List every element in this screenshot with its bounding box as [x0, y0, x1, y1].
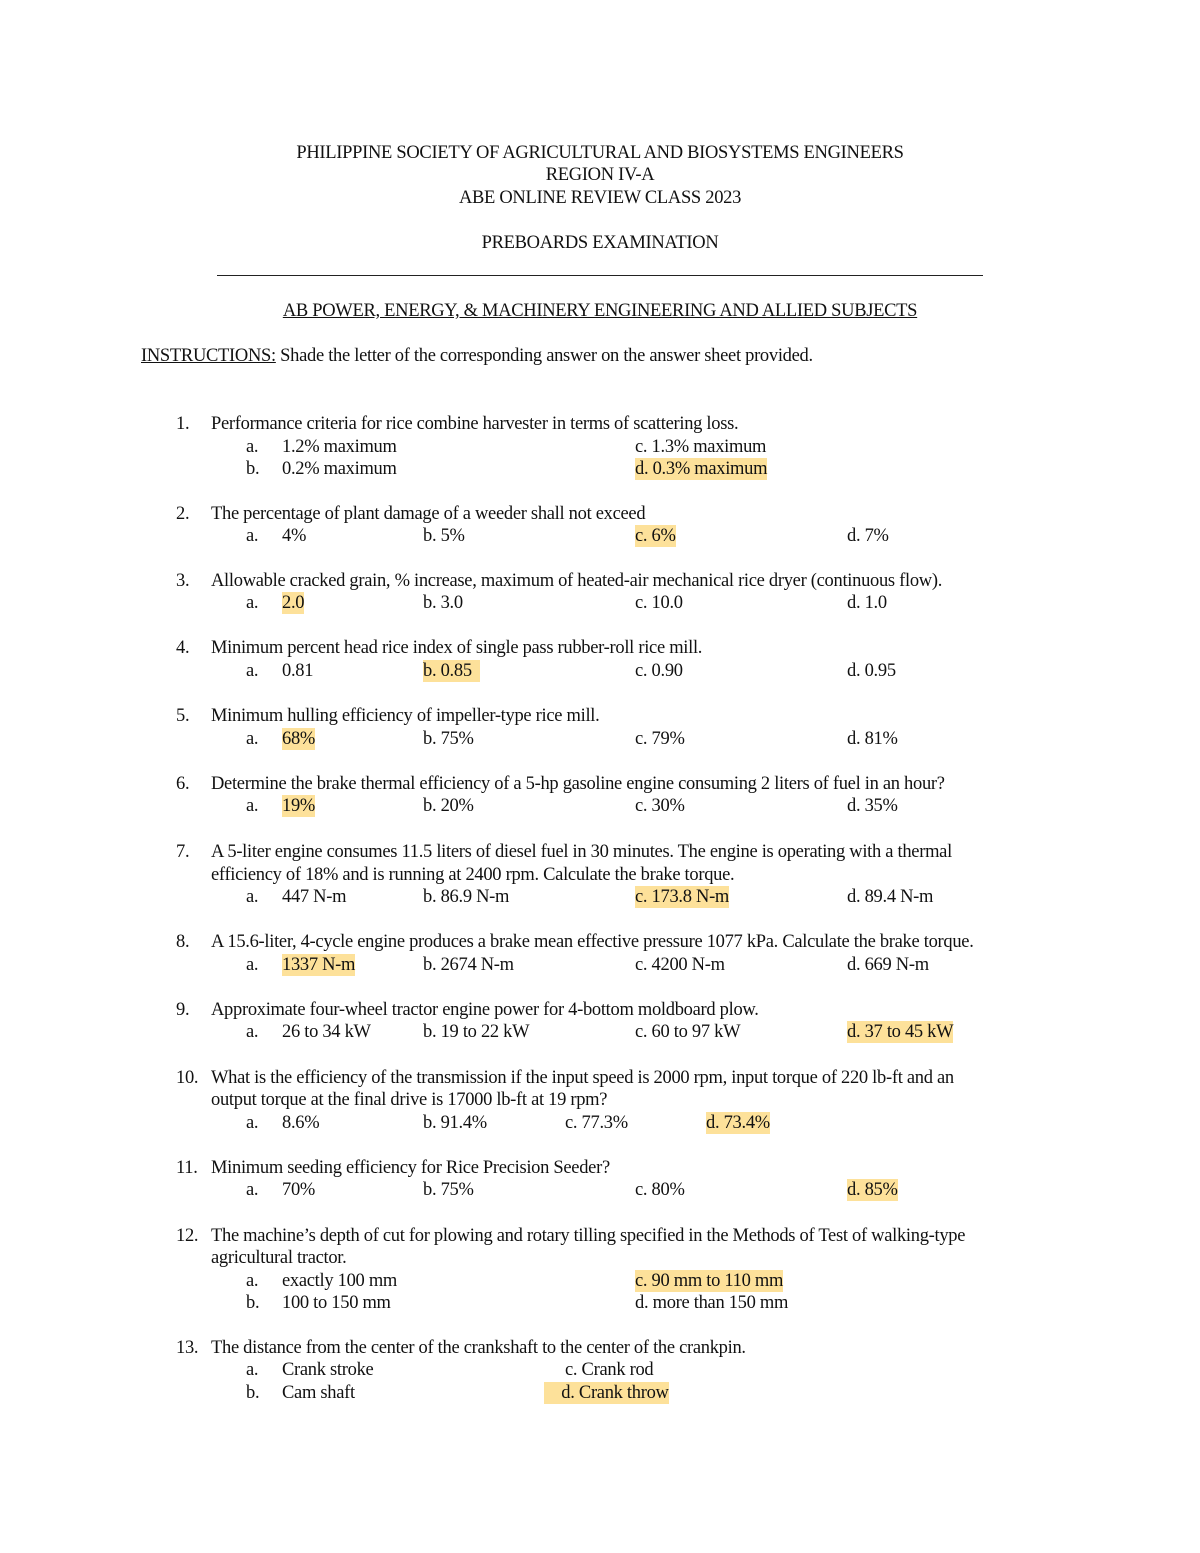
answer-option-highlighted[interactable]: b. 0.85	[423, 661, 481, 681]
answer-option[interactable]: 100 to 150 mm	[282, 1293, 391, 1313]
answer-option[interactable]: b. 86.9 N-m	[423, 887, 510, 907]
question-number: 7.	[176, 842, 190, 862]
question-number: 12.	[176, 1226, 199, 1246]
question-text: agricultural tractor.	[211, 1248, 347, 1268]
answer-option[interactable]: b. 91.4%	[423, 1113, 487, 1133]
question-number: 4.	[176, 638, 190, 658]
option-letter: a.	[246, 1180, 259, 1200]
option-letter: a.	[246, 1022, 259, 1042]
answer-option[interactable]: b. 2674 N-m	[423, 955, 514, 975]
question-number: 6.	[176, 774, 190, 794]
question-text: A 15.6-liter, 4-cycle engine produces a brake mean effective pressure 1077 kPa. Calculate the brake torque.	[211, 932, 974, 952]
answer-option[interactable]: b. 5%	[423, 526, 465, 546]
answer-option[interactable]: 0.81	[282, 661, 314, 681]
answer-option[interactable]: 8.6%	[282, 1113, 320, 1133]
subject-title: AB POWER, ENERGY, & MACHINERY ENGINEERING AND ALLIED SUBJECTS	[282, 301, 918, 321]
answer-option[interactable]: d. more than 150 mm	[635, 1293, 789, 1313]
question-number: 5.	[176, 706, 190, 726]
answer-option-highlighted[interactable]: d. 37 to 45 kW	[847, 1022, 954, 1042]
answer-option[interactable]: Crank stroke	[282, 1360, 374, 1380]
question-number: 11.	[176, 1158, 198, 1178]
answer-option[interactable]: d. 669 N-m	[847, 955, 929, 975]
answer-option[interactable]: c. 0.90	[635, 661, 683, 681]
answer-option[interactable]: b. 20%	[423, 796, 474, 816]
answer-option[interactable]: 1.2% maximum	[282, 437, 397, 457]
question-text: Approximate four-wheel tractor engine power for 4-bottom moldboard plow.	[211, 1000, 759, 1020]
option-letter: a.	[246, 593, 259, 613]
answer-option[interactable]: b. 19 to 22 kW	[423, 1022, 530, 1042]
option-letter: a.	[246, 796, 259, 816]
option-letter: b.	[246, 459, 260, 479]
answer-option[interactable]: Cam shaft	[282, 1383, 355, 1403]
question-text: Minimum seeding efficiency for Rice Precision Seeder?	[211, 1158, 610, 1178]
answer-option-highlighted[interactable]: 68%	[282, 729, 316, 749]
instructions	[141, 345, 813, 367]
option-letter: a.	[246, 437, 259, 457]
review-class: ABE ONLINE REVIEW CLASS 2023	[458, 188, 742, 208]
question-text: The machine’s depth of cut for plowing and rotary tilling specified in the Methods of Test of walking-type	[211, 1226, 966, 1246]
question-text: Determine the brake thermal efficiency of a 5-hp gasoline engine consuming 2 liters of fuel in an hour?	[211, 774, 945, 794]
question-number: 3.	[176, 571, 190, 591]
answer-option[interactable]: b. 3.0	[423, 593, 463, 613]
org-name: PHILIPPINE SOCIETY OF AGRICULTURAL AND BIOSYSTEMS ENGINEERS	[296, 143, 904, 163]
answer-option[interactable]: 70%	[282, 1180, 316, 1200]
answer-option[interactable]: c. Crank rod	[565, 1360, 654, 1380]
answer-option-highlighted[interactable]: c. 90 mm to 110 mm	[635, 1271, 784, 1291]
question-number: 10.	[176, 1068, 199, 1088]
option-letter: b.	[246, 1293, 260, 1313]
answer-option-highlighted[interactable]: c. 173.8 N-m	[635, 887, 730, 907]
question-text: A 5-liter engine consumes 11.5 liters of diesel fuel in 30 minutes. The engine is operating with a thermal	[211, 842, 952, 862]
question-number: 8.	[176, 932, 190, 952]
answer-option-highlighted[interactable]: 1337 N-m	[282, 955, 356, 975]
answer-option[interactable]: b. 75%	[423, 729, 474, 749]
answer-option[interactable]: c. 4200 N-m	[635, 955, 725, 975]
option-letter: a.	[246, 1360, 259, 1380]
option-letter: a.	[246, 1271, 259, 1291]
exam-title: PREBOARDS EXAMINATION	[481, 233, 719, 253]
answer-option[interactable]: c. 1.3% maximum	[635, 437, 767, 457]
answer-option[interactable]: c. 79%	[635, 729, 685, 749]
answer-option[interactable]: c. 77.3%	[565, 1113, 628, 1133]
option-letter: a.	[246, 887, 259, 907]
question-text: Allowable cracked grain, % increase, maximum of heated-air mechanical rice dryer (continuous flow).	[211, 571, 943, 591]
answer-option[interactable]: d. 1.0	[847, 593, 887, 613]
answer-option[interactable]: d. 81%	[847, 729, 898, 749]
region: REGION IV-A	[545, 165, 655, 185]
answer-option[interactable]: 26 to 34 kW	[282, 1022, 371, 1042]
answer-option[interactable]: d. 35%	[847, 796, 898, 816]
answer-option-highlighted[interactable]: 2.0	[282, 593, 305, 613]
answer-option[interactable]: 0.2% maximum	[282, 459, 397, 479]
option-letter: a.	[246, 955, 259, 975]
question-text: The distance from the center of the crankshaft to the center of the crankpin.	[211, 1338, 746, 1358]
option-letter: a.	[246, 1113, 259, 1133]
question-number: 13.	[176, 1338, 199, 1358]
answer-option[interactable]: c. 30%	[635, 796, 685, 816]
question-text: Minimum percent head rice index of single pass rubber-roll rice mill.	[211, 638, 703, 658]
question-text: output torque at the final drive is 17000 lb-ft at 19 rpm?	[211, 1090, 608, 1110]
answer-option[interactable]: d. 89.4 N-m	[847, 887, 934, 907]
answer-option[interactable]: d. 7%	[847, 526, 889, 546]
answer-option-highlighted[interactable]: c. 6%	[635, 526, 676, 546]
answer-option-highlighted[interactable]: d. 85%	[847, 1180, 898, 1200]
answer-option-highlighted[interactable]: d. Crank throw	[544, 1383, 669, 1403]
divider	[217, 275, 983, 276]
answer-option[interactable]: 4%	[282, 526, 307, 546]
answer-option-highlighted[interactable]: 19%	[282, 796, 316, 816]
answer-option[interactable]: d. 0.95	[847, 661, 896, 681]
instructions-text: Shade the letter of the corresponding answer on the answer sheet provided.	[275, 346, 813, 366]
answer-option[interactable]: 447 N-m	[282, 887, 347, 907]
answer-option[interactable]: c. 80%	[635, 1180, 685, 1200]
answer-option[interactable]: c. 60 to 97 kW	[635, 1022, 741, 1042]
question-text: What is the efficiency of the transmission if the input speed is 2000 rpm, input torque of 220 lb-ft and an	[211, 1068, 954, 1088]
question-text: The percentage of plant damage of a weeder shall not exceed	[211, 504, 646, 524]
option-letter: a.	[246, 729, 259, 749]
option-letter: a.	[246, 526, 259, 546]
answer-option-highlighted[interactable]: d. 0.3% maximum	[635, 459, 768, 479]
question-number: 1.	[176, 414, 190, 434]
question-number: 9.	[176, 1000, 190, 1020]
option-letter: b.	[246, 1383, 260, 1403]
question-text: Performance criteria for rice combine harvester in terms of scattering loss.	[211, 414, 739, 434]
question-number: 2.	[176, 504, 190, 524]
answer-option-highlighted[interactable]: d. 73.4%	[706, 1113, 770, 1133]
answer-option[interactable]: b. 75%	[423, 1180, 474, 1200]
question-text: Minimum hulling efficiency of impeller-type rice mill.	[211, 706, 600, 726]
answer-option[interactable]: exactly 100 mm	[282, 1271, 397, 1291]
instructions-label: INSTRUCTIONS:	[141, 346, 276, 366]
answer-option[interactable]: c. 10.0	[635, 593, 683, 613]
question-text: efficiency of 18% and is running at 2400 rpm. Calculate the brake torque.	[211, 865, 735, 885]
option-letter: a.	[246, 661, 259, 681]
